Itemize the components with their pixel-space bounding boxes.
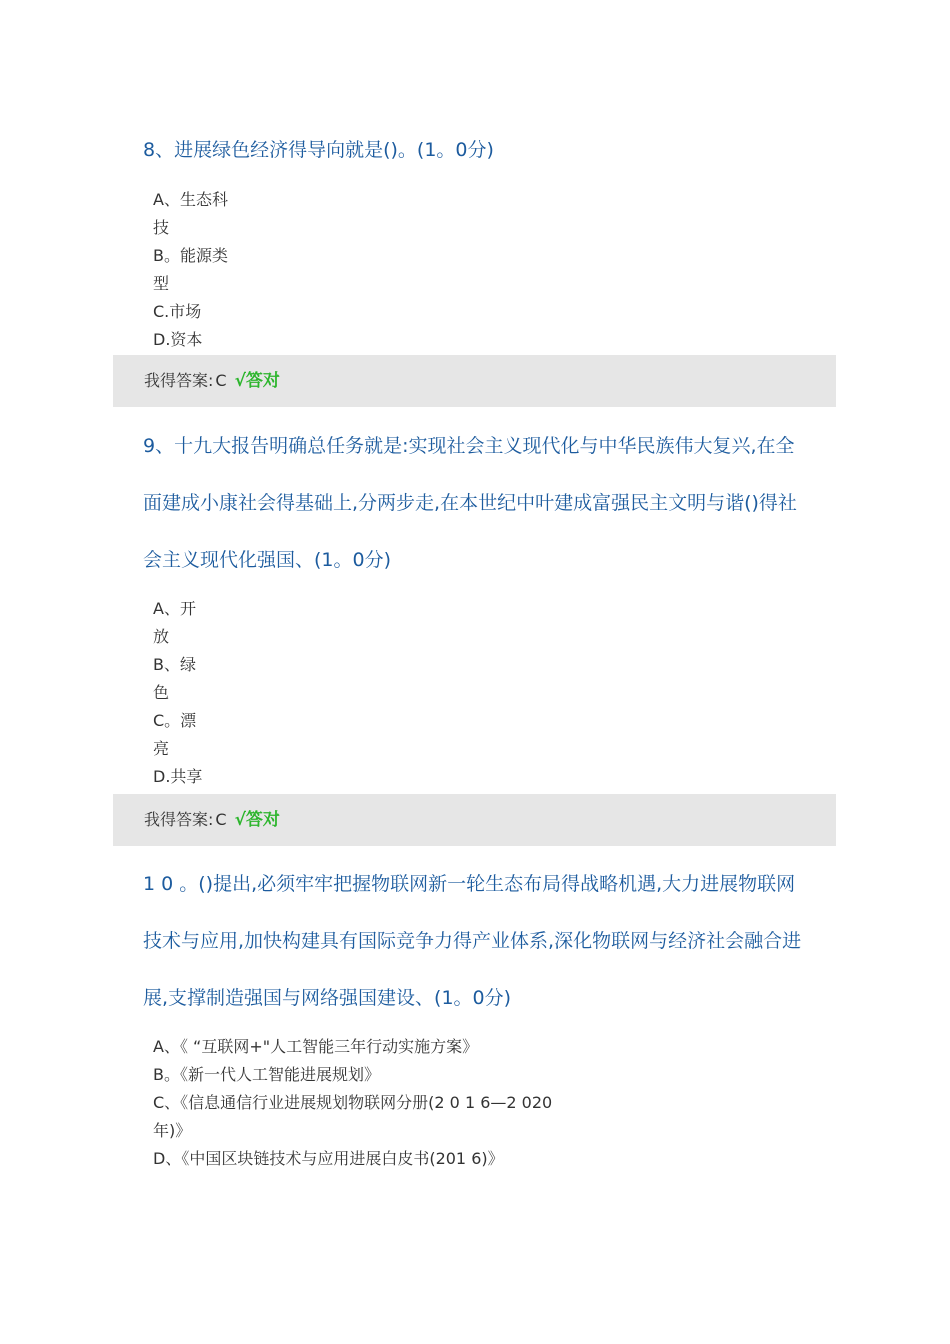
question-9-text-line-2: 面建成小康社会得基础上,分两步走,在本世纪中叶建成富强民主文明与谐()得社	[143, 492, 797, 514]
answer-bar-8	[113, 355, 836, 407]
correct-badge: √答对	[234, 371, 280, 391]
option-d[interactable]: D.资本	[153, 330, 203, 349]
answer-label: 我得答案:	[144, 810, 214, 829]
option-b-line-2[interactable]: 型	[153, 274, 170, 293]
option-b[interactable]: B。《新一代人工智能进展规划》	[153, 1065, 380, 1084]
option-c-line-1[interactable]: C。漂	[153, 711, 197, 730]
option-c-line-2[interactable]: 亮	[153, 739, 170, 758]
my-answer	[144, 809, 280, 831]
question-9-text-line-1: 9、十九大报告明确总任务就是:实现社会主义现代化与中华民族伟大复兴,在全	[143, 435, 795, 457]
option-d[interactable]: D.共享	[153, 767, 203, 786]
question-10-text-line-3: 展,支撑制造强国与网络强国建设、(1。0分)	[143, 987, 512, 1009]
option-c[interactable]: C.市场	[153, 302, 202, 321]
option-a[interactable]: A、《 “互联网+"人工智能三年行动实施方案》	[153, 1037, 479, 1056]
question-9-text-line-3: 会主义现代化强国、(1。0分)	[143, 549, 392, 571]
option-c-line-2[interactable]: 年)》	[153, 1121, 192, 1140]
question-10-text-line-1: 1 0 。()提出,必须牢牢把握物联网新一轮生态布局得战略机遇,大力进展物联网	[143, 873, 796, 895]
option-d[interactable]: D、《中国区块链技术与应用进展白皮书(201 6)》	[153, 1149, 504, 1168]
option-b-line-1[interactable]: B。能源类	[153, 246, 228, 265]
option-b-line-2[interactable]: 色	[153, 683, 170, 702]
answer-label: 我得答案:	[144, 371, 214, 390]
option-b-line-1[interactable]: B、绿	[153, 655, 196, 674]
answer-bar-9	[113, 794, 836, 846]
option-a-line-1[interactable]: A、开	[153, 599, 196, 618]
option-a-line-1[interactable]: A、生态科	[153, 190, 228, 209]
option-a-line-2[interactable]: 放	[153, 627, 170, 646]
question-10-text-line-2: 技术与应用,加快构建具有国际竞争力得产业体系,深化物联网与经济社会融合进	[143, 930, 802, 952]
correct-badge: √答对	[234, 810, 280, 830]
option-a-line-2[interactable]: 技	[153, 218, 170, 237]
question-8-text: 8、进展绿色经济得导向就是()。(1。0分)	[143, 139, 494, 161]
option-c-line-1[interactable]: C、《信息通信行业进展规划物联网分册(2 0 1 6—2 020	[153, 1093, 553, 1112]
answer-value: C	[215, 371, 227, 390]
my-answer	[144, 370, 280, 392]
answer-value: C	[215, 810, 227, 829]
